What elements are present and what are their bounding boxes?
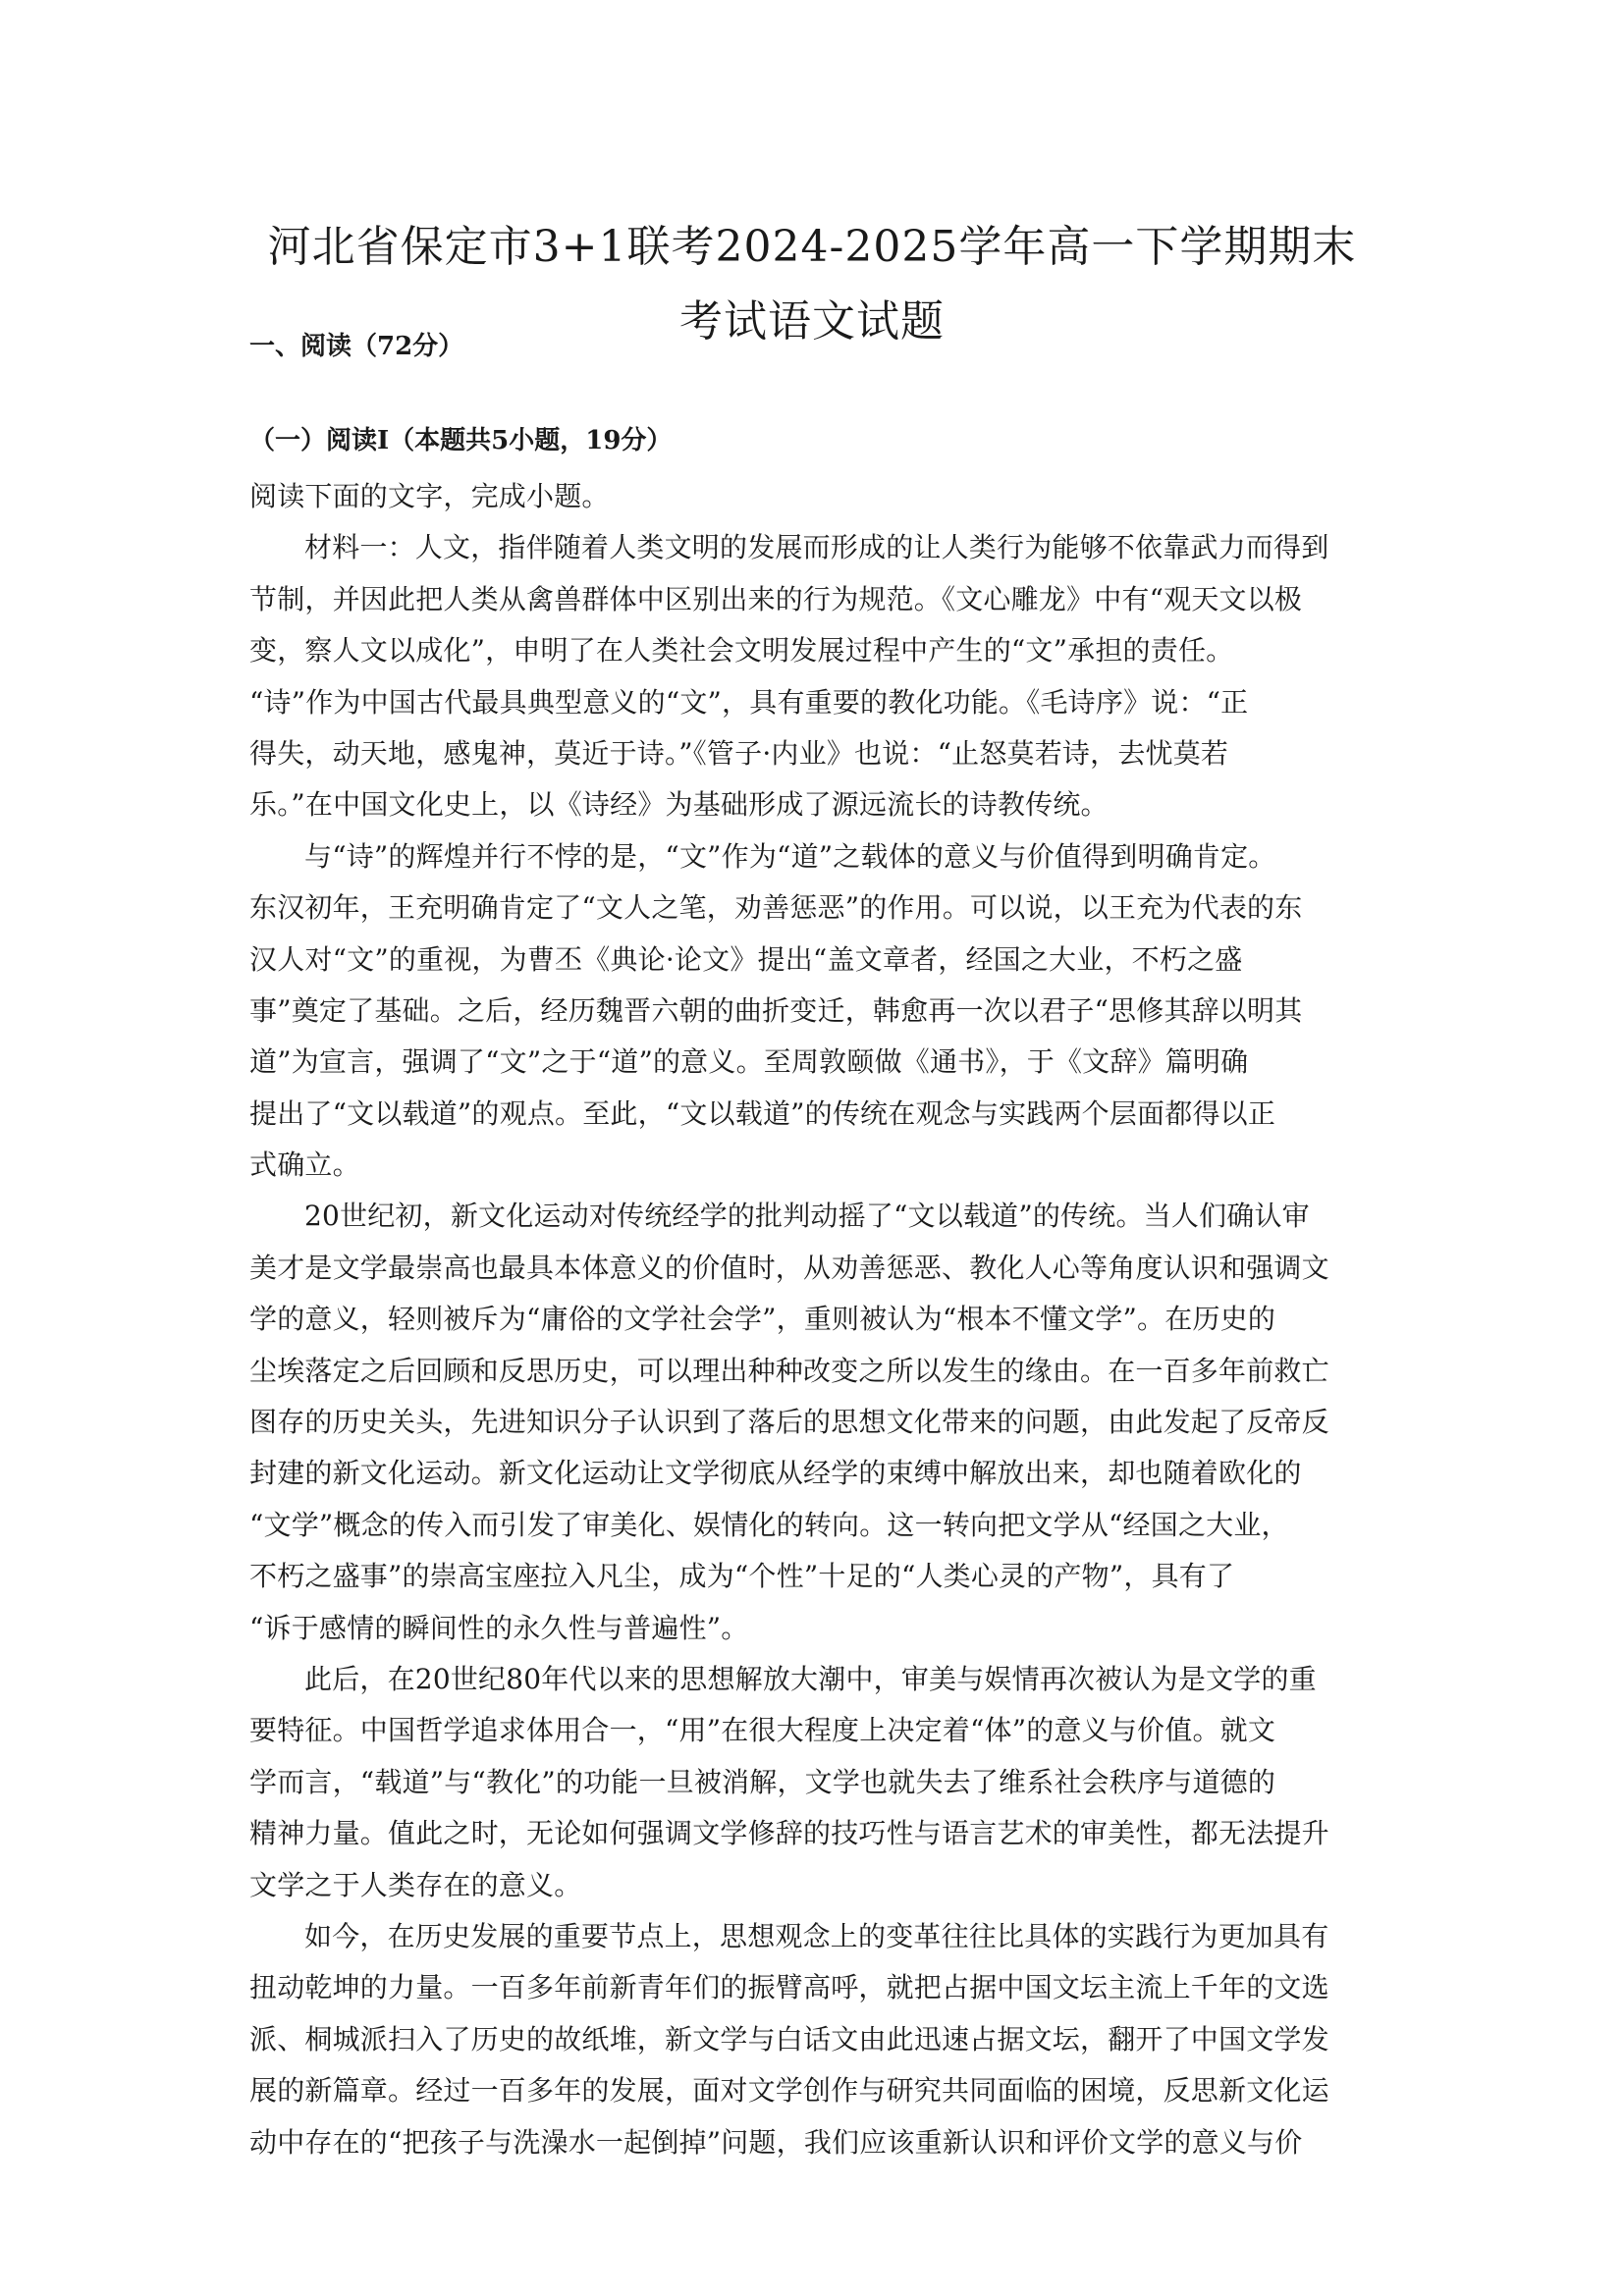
- text-line: 不朽之盛事”的崇高宝座拉入凡尘，成为“个性”十足的“人类心灵的产物”，具有了: [249, 1560, 1235, 1593]
- text-line: 节制，并因此把人类从禽兽群体中区别出来的行为规范。《文心雕龙》中有“观天文以极: [249, 582, 1303, 615]
- text-line: 动中存在的“把孩子与洗澡水一起倒掉”问题，我们应该重新认识和评价文学的意义与价: [249, 2125, 1303, 2159]
- text-line: 精神力量。值此之时，无论如何强调文学修辞的技巧性与语言艺术的审美性，都无法提升: [249, 1817, 1329, 1850]
- text-line: 提出了“文以载道”的观点。至此，“文以载道”的传统在观念与实践两个层面都得以正: [249, 1096, 1276, 1130]
- document-title-line-1: 河北省保定市3+1联考2024-2025学年高一下学期期末: [267, 222, 1357, 272]
- text-line: 道”为宣言，强调了“文”之于“道”的意义。至周敦颐做《通书》，于《文辞》篇明确: [249, 1045, 1249, 1079]
- text-line: 文学之于人类存在的意义。: [249, 1868, 582, 1901]
- section-heading-reading: 一、阅读（72分）: [249, 332, 464, 361]
- text-line: 尘埃落定之后回顾和反思历史，可以理出种种改变之所以发生的缘由。在一百多年前救亡: [249, 1354, 1329, 1387]
- text-line: 要特征。中国哲学追求体用合一，“用”在很大程度上决定着“体”的意义与价值。就文: [249, 1714, 1276, 1747]
- text-line: 乐。”在中国文化史上，以《诗经》为基础形成了源远流长的诗教传统。: [249, 788, 1109, 822]
- text-line: 学的意义，轻则被斥为“庸俗的文学社会学”，重则被认为“根本不懂文学”。在历史的: [249, 1303, 1276, 1336]
- text-line: 汉人对“文”的重视，为曹丕《典论·论文》提出“盖文章者，经国之大业，不朽之盛: [249, 942, 1243, 976]
- text-line: 派、桐城派扫入了历史的故纸堆，新文学与白话文由此迅速占据文坛，翻开了中国文学发: [249, 2022, 1329, 2056]
- text-line: 如今，在历史发展的重要节点上，思想观念上的变革往往比具体的实践行为更加具有: [304, 1919, 1329, 1952]
- subsection-heading-reading-1: （一）阅读Ⅰ（本题共5小题，19分）: [249, 426, 673, 455]
- text-line: 事”奠定了基础。之后，经历魏晋六朝的曲折变迁，韩愈再一次以君子“思修其辞以明其: [249, 993, 1303, 1027]
- text-line: 式确立。: [249, 1148, 360, 1182]
- text-line: “诉于感情的瞬间性的永久性与普遍性”。: [249, 1611, 749, 1644]
- text-line: “文学”概念的传入而引发了审美化、娱情化的转向。这一转向把文学从“经国之大业，: [249, 1508, 1289, 1541]
- article-body: [249, 471, 1408, 2168]
- text-line: 美才是文学最崇高也最具本体意义的价值时，从劝善惩恶、教化人心等角度认识和强调文: [249, 1251, 1329, 1284]
- instruction-line: 阅读下面的文字，完成小题。: [249, 480, 610, 512]
- text-line: 展的新篇章。经过一百多年的发展，面对文学创作与研究共同面临的困境，反思新文化运: [249, 2074, 1329, 2108]
- text-line: 封建的新文化运动。新文化运动让文学彻底从经学的束缚中解放出来，却也随着欧化的: [249, 1457, 1302, 1490]
- text-line: 变，察人文以成化”，申明了在人类社会文明发展过程中产生的“文”承担的责任。: [249, 634, 1234, 667]
- text-line: 图存的历史关头，先进知识分子认识到了落后的思想文化带来的问题，由此发起了反帝反: [249, 1406, 1329, 1439]
- text-line: 东汉初年，王充明确肯定了“文人之笔，劝善惩恶”的作用。可以说，以王充为代表的东: [249, 891, 1303, 925]
- text-line: 与“诗”的辉煌并行不悖的是，“文”作为“道”之载体的意义与价值得到明确肯定。: [304, 839, 1276, 873]
- text-line: 得失，动天地，感鬼神，莫近于诗。”《管子·内业》也说：“止怒莫若诗，去忧莫若: [249, 736, 1229, 770]
- text-line: 扭动乾坤的力量。一百多年前新青年们的振臂高呼，就把占据中国文坛主流上千年的文选: [249, 1971, 1329, 2004]
- text-line: 材料一：人文，指伴随着人类文明的发展而形成的让人类行为能够不依靠武力而得到: [304, 531, 1329, 564]
- text-line: 学而言，“载道”与“教化”的功能一旦被消解，文学也就失去了维系社会秩序与道德的: [249, 1765, 1276, 1798]
- text-line: “诗”作为中国古代最具典型意义的“文”，具有重要的教化功能。《毛诗序》说：“正: [249, 685, 1249, 719]
- document-title-line-2: 考试语文试题: [679, 296, 945, 347]
- text-line: 此后，在20世纪80年代以来的思想解放大潮中，审美与娱情再次被认为是文学的重: [304, 1662, 1317, 1695]
- text-line: 20世纪初，新文化运动对传统经学的批判动摇了“文以载道”的传统。当人们确认审: [304, 1200, 1310, 1233]
